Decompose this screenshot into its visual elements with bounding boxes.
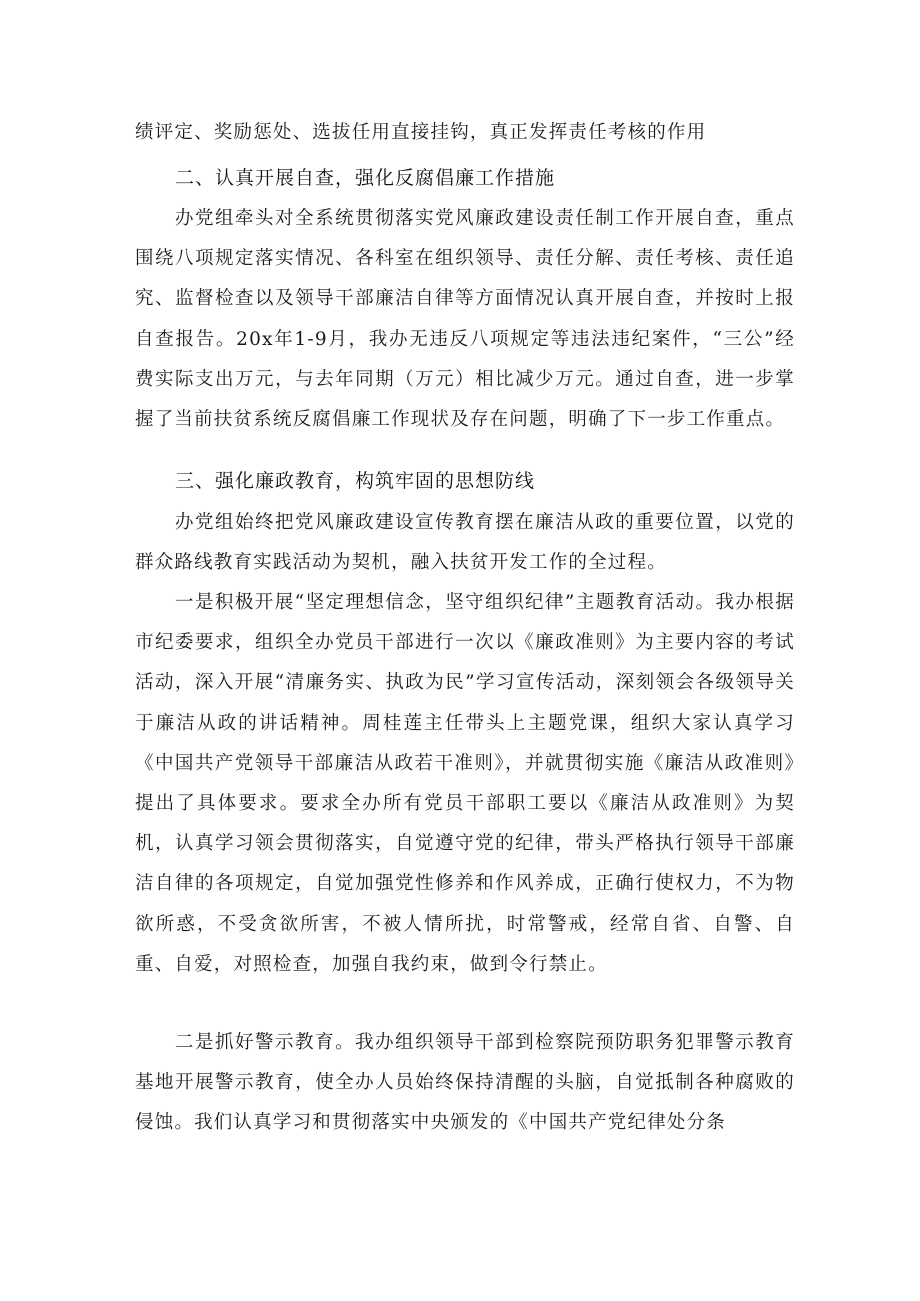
- paragraph-self-inspection: 办党组牵头对全系统贯彻落实党风廉政建设责任制工作开展自查，重点围绕八项规定落实情况、各科室在组织领导、责任分解、责任考核、责任追究、监督检查以及领导干部廉洁自律等方面情况认真开展自查，并按时上报自查报告。20x年1-9月，我办无违反八项规定等违法违纪案件，“三公”经费实际支出万元，与去年同期（万元）相比减少万元。通过自查，进一步掌握了当前扶贫系统反腐倡廉工作现状及存在问题，明确了下一步工作重点。: [135, 208, 795, 431]
- paragraph-warning-education: 二是抓好警示教育。我办组织领导干部到检察院预防职务犯罪警示教育基地开展警示教育，使全办人员始终保持清醒的头脑，自觉抵制各种腐败的侵蚀。我们认真学习和贯彻落实中央颁发的《中国共产党纪律处分条: [135, 1032, 795, 1134]
- paragraph-theme-education: 一是积极开展“坚定理想信念，坚守组织纪律”主题教育活动。我办根据市纪委要求，组织全办党员干部进行一次以《廉政准则》为主要内容的考试活动，深入开展“清廉务实、执政为民”学习宣传活动，深刻领会各级领导关于廉洁从政的讲话精神。周桂莲主任带头上主题党课，组织大家认真学习《中国共产党领导干部廉洁从政若干准则》，并就贯彻实施《廉洁从政准则》提出了具体要求。要求全办所有党员干部职工要以《廉洁从政准则》为契机，认真学习领会贯彻落实，自觉遵守党的纪律，带头严格执行领导干部廉洁自律的各项规定，自觉加强党性修养和作风养成，正确行使权力，不为物欲所惑，不受贪欲所害，不被人情所扰，时常警戒，经常自省、自警、自重、自爱，对照检查，加强自我约束，做到令行禁止。: [135, 592, 795, 975]
- paragraph-continuation: 绩评定、奖励惩处、选拔任用直接挂钩，真正发挥责任考核的作用: [135, 122, 707, 143]
- section-heading-3: 三、强化廉政教育，构筑牢固的思想防线: [175, 470, 536, 492]
- paragraph-education-intro: 办党组始终把党风廉政建设宣传教育摆在廉洁从政的重要位置，以党的群众路线教育实践活动为契机，融入扶贫开发工作的全过程。: [135, 512, 795, 574]
- section-heading-2: 二、认真开展自查，强化反腐倡廉工作措施: [175, 167, 556, 189]
